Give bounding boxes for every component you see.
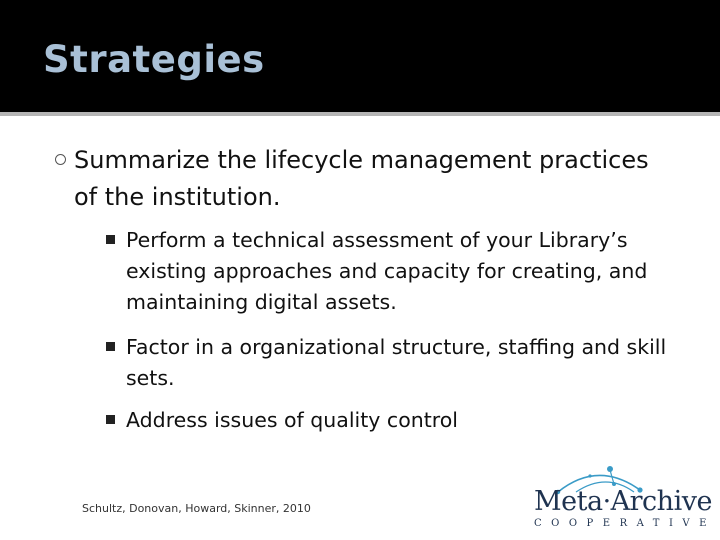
sub-bullet-text: Address issues of quality control (126, 408, 458, 432)
sub-bullet-text: Factor in a organizational structure, staffing and skill sets. (126, 335, 667, 390)
sub-bullet (126, 405, 686, 436)
sub-bullet (126, 225, 686, 318)
square-bullet-icon (106, 342, 115, 351)
title-divider (0, 112, 720, 116)
meta-archive-logo (528, 462, 716, 532)
main-bullet-text: Summarize the lifecycle management practices of the institution. (74, 146, 649, 211)
square-bullet-icon (106, 415, 115, 424)
main-bullet (74, 142, 674, 216)
hollow-circle-bullet-icon (55, 154, 66, 165)
sub-bullet (126, 332, 686, 394)
logo-wordmark: Meta·Archive (534, 486, 712, 517)
slide-title: Strategies (43, 38, 265, 81)
logo-tagline: COOPERATIVE (534, 518, 716, 529)
citation: Schultz, Donovan, Howard, Skinner, 2010 (82, 502, 311, 515)
sub-bullet-text: Perform a technical assessment of your Library’s existing approaches and capacity for creating, and maintaining digital assets. (126, 228, 648, 314)
square-bullet-icon (106, 235, 115, 244)
title-band (0, 0, 720, 112)
